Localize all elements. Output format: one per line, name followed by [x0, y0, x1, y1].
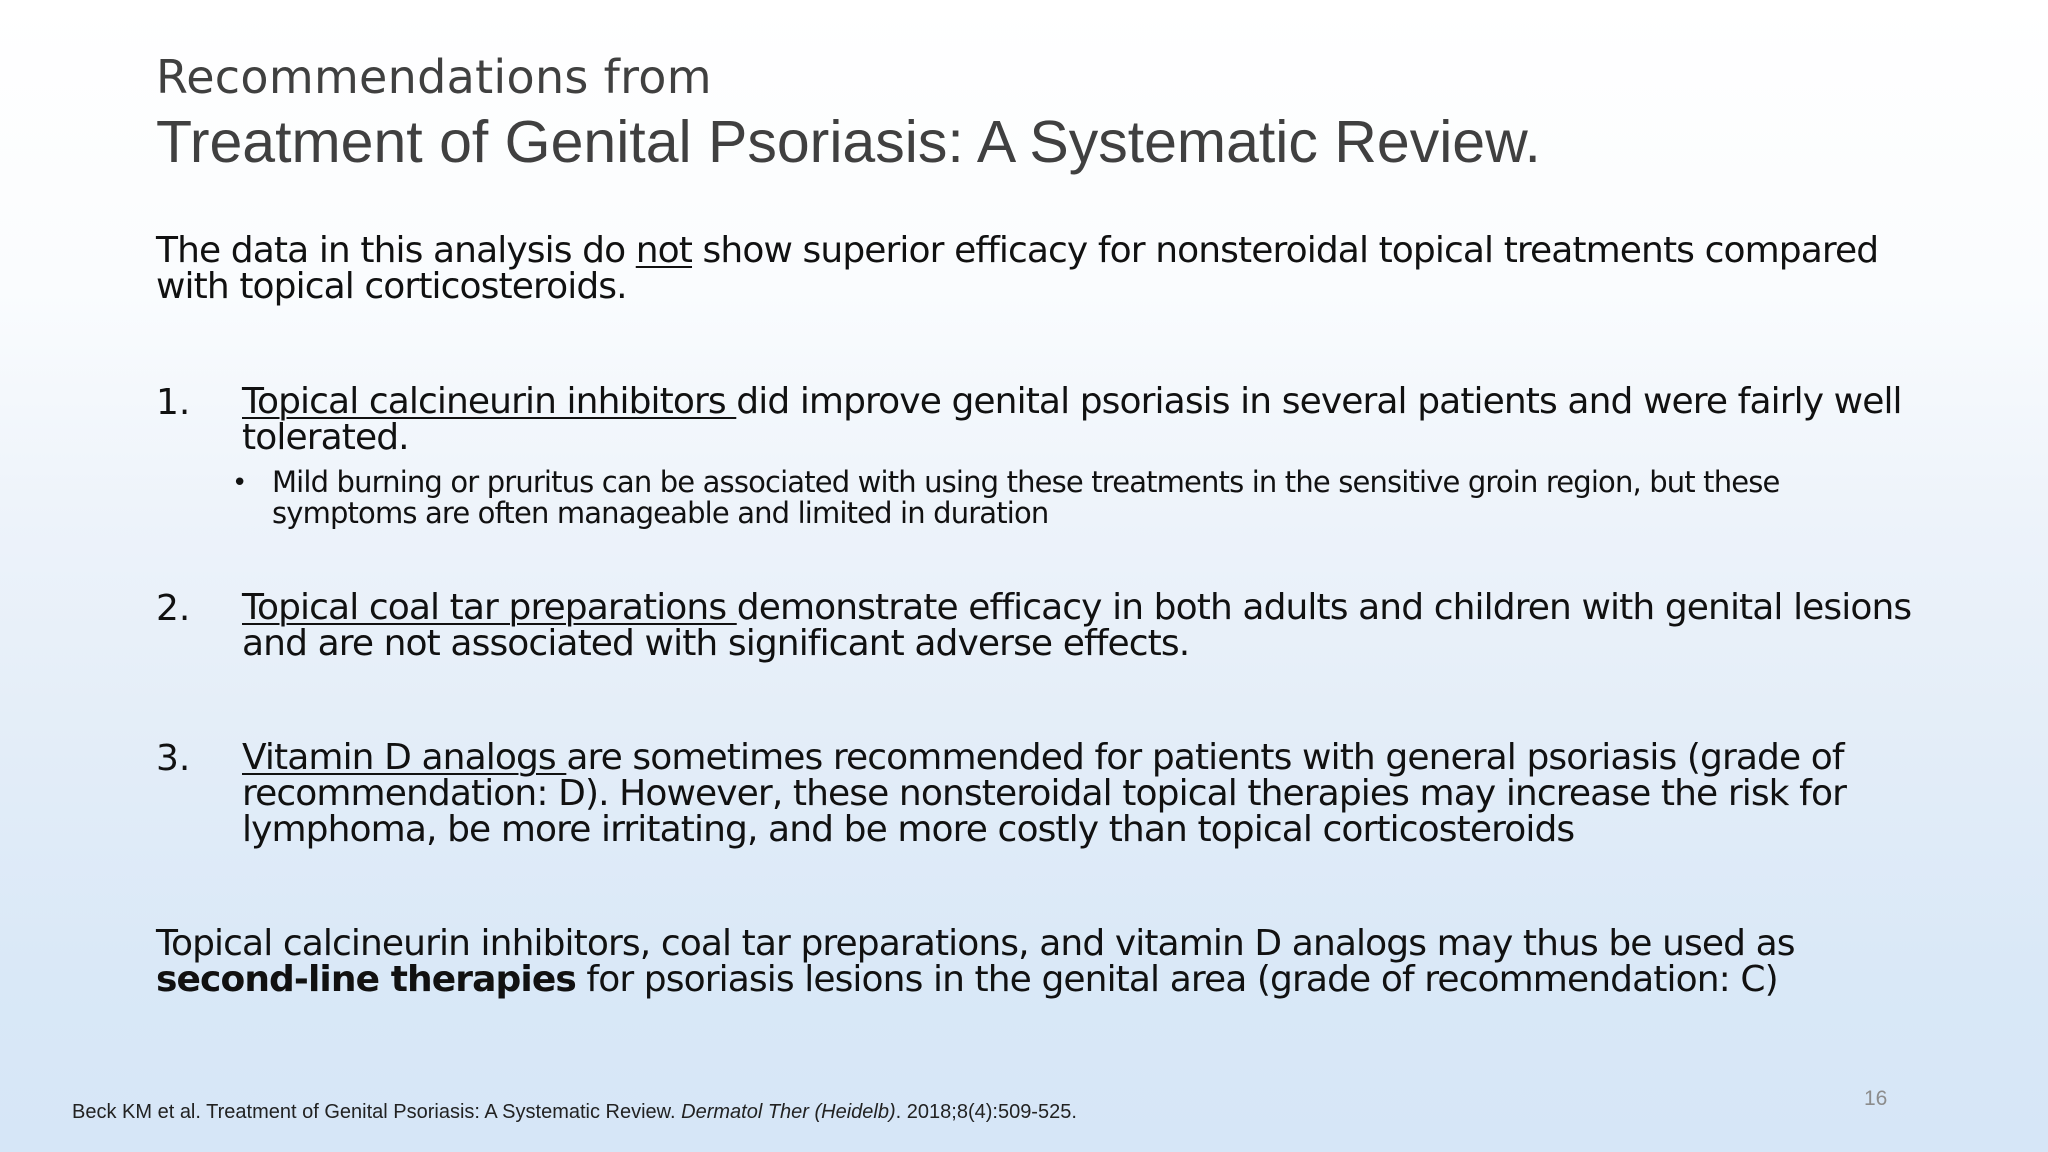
conclusion-text-after: for psoriasis lesions in the genital area (grade of recommendation: C)	[575, 959, 1778, 1000]
item-1-bullet-icon: •	[232, 468, 248, 498]
item-1-text	[242, 381, 1952, 458]
intro-text-after: show superior efficacy for nonsteroidal topical treatments compared with topical corticosteroids.	[156, 230, 1879, 307]
intro-text-before: The data in this analysis do	[156, 230, 636, 271]
item-3-description: are sometimes recommended for patients with general psoriasis (grade of recommendation: D). However, these nonsteroidal topical therapies may increase the risk for lymphoma, be more irritating, and be more costly than topical corticosteroids	[242, 737, 1846, 850]
conclusion-text-before: Topical calcineurin inhibitors, coal tar preparations, and vitamin D analogs may thus be used as	[156, 923, 1795, 964]
item-2-number: 2.	[156, 588, 191, 629]
page-number: 16	[1864, 1087, 1888, 1110]
intro-paragraph	[156, 230, 1956, 307]
item-3-number: 3.	[156, 738, 191, 779]
citation-journal: Dermatol Ther (Heidelb)	[681, 1101, 896, 1123]
citation-details: . 2018;8(4):509-525.	[895, 1101, 1077, 1123]
intro-emphasis-not: not	[635, 230, 693, 271]
item-1-topic: Topical calcineurin inhibitors	[242, 381, 737, 422]
item-2-topic: Topical coal tar preparations	[242, 587, 737, 628]
item-3-topic: Vitamin D analogs	[242, 737, 567, 778]
title-line-2: Treatment of Genital Psoriasis: A Systematic Review.	[156, 109, 1541, 175]
conclusion-paragraph	[156, 923, 1956, 1000]
item-1-sub-bullet: Mild burning or pruritus can be associated with using these treatments in the sensitive groin region, but these symptoms are often manageable and limited in duration	[272, 465, 1780, 530]
item-2-description: demonstrate efficacy in both adults and children with genital lesions and are not associated with significant adverse effects.	[242, 587, 1912, 664]
item-1-description: did improve genital psoriasis in several patients and were fairly well tolerated.	[242, 381, 1902, 458]
conclusion-emphasis: second-line therapies	[156, 959, 576, 1000]
item-2-text	[242, 587, 1952, 664]
item-1-number: 1.	[156, 382, 191, 423]
title-line-1: Recommendations from	[156, 50, 712, 104]
citation-authors-title: Beck KM et al. Treatment of Genital Psoriasis: A Systematic Review.	[72, 1101, 682, 1123]
item-3-text	[242, 737, 1952, 850]
citation	[72, 1101, 1077, 1124]
